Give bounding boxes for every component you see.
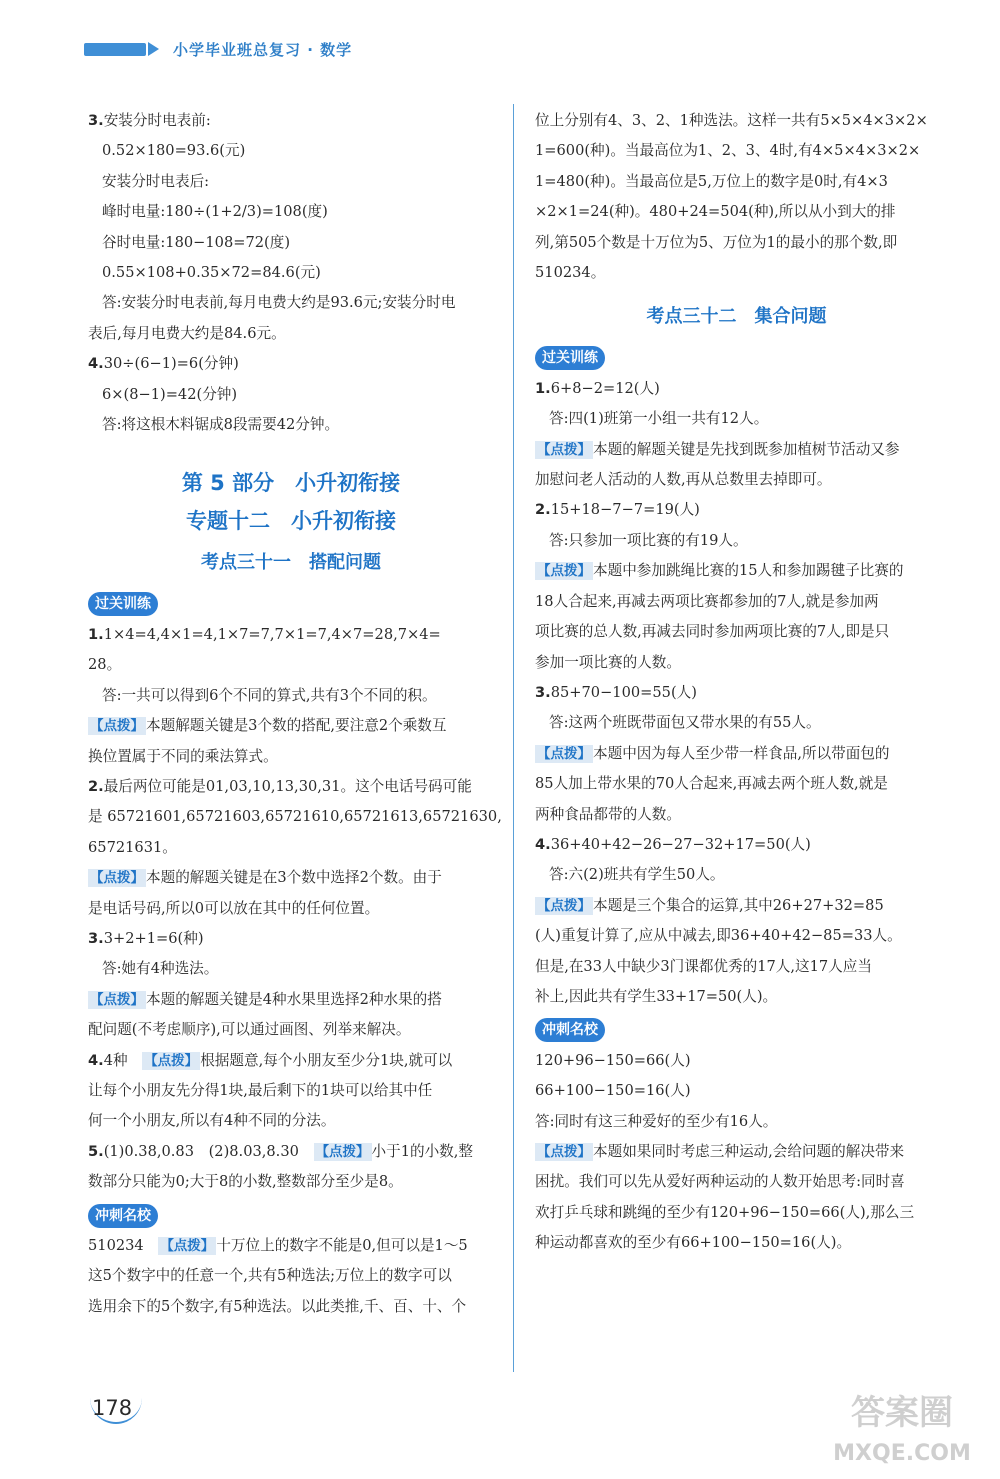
item-number: 2. [535, 501, 551, 519]
line-text: 15+18−7−7=19(人) [550, 501, 700, 519]
line-text: 本题如果同时考虑三种运动,会给问题的解决带来 [593, 1143, 905, 1160]
text-line [88, 410, 494, 440]
line-text: 85+70−100=55(人) [550, 683, 697, 701]
line-text: 答:同时有这三种爱好的至少有16人。 [535, 1112, 778, 1130]
left-practice-badge: 过关训练 [88, 592, 158, 616]
item-number: 5. [88, 1142, 104, 1160]
text-line [535, 1228, 938, 1258]
line-text: 让每个小朋友先分得1块,最后剩下的1块可以给其中任 [88, 1081, 433, 1099]
line-text: 0.55×108+0.35×72=84.6(元) [102, 264, 321, 282]
item-number: 4. [88, 355, 104, 373]
right-practice-answers [535, 374, 938, 1013]
text-line [88, 1261, 494, 1291]
line-text: 510234。 [535, 264, 606, 282]
text-line [535, 1107, 938, 1137]
watermark-en: MXQE.COM [833, 1441, 971, 1466]
text-line [535, 136, 938, 166]
line-text: 小于1的小数,整 [371, 1142, 473, 1160]
line-text: 18人合起来,再减去两项比赛都参加的7人,就是参加两 [535, 592, 879, 610]
text-line [88, 197, 494, 227]
text-line [88, 228, 494, 258]
hint-tag: 【点拨】 [90, 718, 144, 735]
left-challenge-badge: 冲刺名校 [88, 1204, 158, 1228]
text-line [88, 319, 494, 349]
text-line [88, 106, 494, 136]
text-line [88, 1231, 494, 1261]
watermark-logo [833, 1380, 971, 1470]
line-text: 这5个数字中的任意一个,共有5种选法;万位上的数字可以 [88, 1267, 452, 1285]
line-text: 数部分只能为0;大于8的小数,整数部分至少是8。 [88, 1173, 403, 1191]
line-text: 本题解题关键是3个数的搭配,要注意2个乘数互 [146, 717, 447, 735]
header-title: 小学毕业班总复习 · 数学 [173, 40, 353, 59]
line-text: 答:她有4种选法。 [102, 960, 219, 978]
line-text: 本题的解题关键是先找到既参加植树节活动又参 [593, 440, 900, 458]
text-line [535, 921, 938, 951]
text-line [88, 288, 494, 318]
text-line [535, 587, 938, 617]
line-text: 补上,因此共有学生33+17=50(人)。 [535, 987, 778, 1005]
line-text: 安装分时电表后: [102, 172, 210, 190]
text-line [535, 167, 938, 197]
text-line [88, 833, 494, 863]
text-line [88, 1015, 494, 1045]
right-challenge-badge: 冲刺名校 [535, 1018, 605, 1042]
line-text: 4种 [103, 1051, 143, 1069]
line-text: 6+8−2=12(人) [550, 379, 660, 397]
line-text: 0.52×180=93.6(元) [102, 142, 246, 160]
text-line [535, 106, 938, 136]
text-line [535, 526, 938, 556]
text-line [535, 952, 938, 982]
left-intro-answers [88, 106, 494, 440]
text-line [535, 617, 938, 647]
line-text: 510234 [88, 1237, 159, 1254]
line-text: 根据题意,每个小朋友至少分1块,就可以 [200, 1051, 453, 1069]
text-line [535, 404, 938, 434]
text-line [535, 800, 938, 830]
text-line [88, 620, 494, 650]
line-text: 答:只参加一项比赛的有19人。 [549, 531, 748, 549]
line-text: 30÷(6−1)=6(分钟) [103, 355, 239, 373]
hint-tag: 【点拨】 [315, 1143, 370, 1160]
right-continued-answer [535, 106, 938, 288]
line-text: 最后两位可能是01,03,10,13,30,31。这个电话号码可能 [103, 777, 472, 795]
line-text: 峰时电量:180÷(1+2/3)=108(度) [102, 203, 328, 221]
line-text: 十万位上的数字不能是0,但可以是1～5 [216, 1237, 468, 1254]
hint-tag: 【点拨】 [537, 1144, 591, 1160]
left-column [88, 106, 502, 1322]
line-text: 120+96−150=66(人) [535, 1051, 691, 1069]
line-text: 项比赛的总人数,再减去同时参加两项比赛的7人,即是只 [535, 623, 890, 641]
text-line [535, 678, 938, 708]
line-text: 36+40+42−26−27−32+17=50(人) [550, 835, 811, 853]
text-line [535, 769, 938, 799]
hint-tag: 【点拨】 [537, 745, 591, 762]
line-text: 安装分时电表前: [103, 112, 211, 129]
hint-tag: 【点拨】 [90, 870, 144, 887]
text-line [535, 648, 938, 678]
text-line [88, 650, 494, 680]
line-text: 种运动都喜欢的至少有66+100−150=16(人)。 [535, 1234, 852, 1252]
header-arrow-icon [148, 42, 159, 56]
hint-tag: 【点拨】 [90, 991, 144, 1008]
kp31-title: 考点三十一 搭配问题 [201, 552, 381, 574]
line-text: 配问题(不考虑顺序),可以通过画图、列举来解决。 [88, 1021, 411, 1039]
line-text: 答:这两个班既带面包又带水果的有55人。 [549, 714, 821, 732]
line-text: 65721631。 [88, 838, 177, 856]
text-line [535, 860, 938, 890]
text-line [535, 891, 938, 921]
running-header [84, 36, 352, 62]
line-text: 参加一项比赛的人数。 [535, 653, 681, 671]
text-line [535, 197, 938, 227]
page-number: 178 [92, 1396, 133, 1420]
line-text: 1×4=4,4×1=4,1×7=7,7×1=7,4×7=28,7×4= [103, 625, 441, 643]
column-divider [513, 104, 514, 1372]
line-text: 是 65721601,65721603,65721610,65721613,65721630, [88, 808, 502, 826]
text-line [535, 982, 938, 1012]
line-text: 本题是三个集合的运算,其中26+27+32=85 [593, 896, 884, 914]
text-line [535, 465, 938, 495]
text-line [88, 1046, 494, 1076]
right-practice-badge: 过关训练 [535, 346, 605, 370]
text-line [535, 830, 938, 860]
text-line [535, 1046, 938, 1076]
text-line [88, 711, 494, 741]
line-text: 困扰。我们可以先从爱好两种运动的人数开始思考:同时喜 [535, 1173, 905, 1191]
text-line [535, 1076, 938, 1106]
line-text: 加慰问老人活动的人数,再从总数里去掉即可。 [535, 471, 832, 489]
text-line [88, 924, 494, 954]
line-text: 28。 [88, 656, 122, 674]
line-text: 两种食品都带的人数。 [535, 805, 681, 823]
line-text: 3+2+1=6(种) [103, 929, 204, 947]
line-text: 85人加上带水果的70人合起来,再减去两个班人数,就是 [535, 775, 888, 793]
line-text: 本题中参加跳绳比赛的15人和参加踢毽子比赛的 [593, 562, 904, 580]
line-text: 本题的解题关键是4种水果里选择2种水果的搭 [146, 990, 442, 1008]
text-line [88, 802, 502, 832]
item-number: 1. [88, 625, 104, 643]
text-line [88, 1292, 494, 1322]
text-line [535, 435, 938, 465]
item-number: 3. [88, 112, 104, 129]
line-text: 选用余下的5个数字,有5种选法。以此类推,千、百、十、个 [88, 1297, 467, 1315]
line-text: 答:安装分时电表前,每月电费大约是93.6元;安装分时电 [102, 294, 456, 312]
item-number: 3. [88, 929, 104, 947]
item-number: 4. [535, 835, 551, 853]
line-text: 6×(8−1)=42(分钟) [102, 385, 238, 403]
watermark-cn: 答案圈 [851, 1393, 953, 1433]
left-challenge-answers [88, 1231, 494, 1322]
line-text: 1=480(种)。当最高位是5,万位上的数字是0时,有4×3 [535, 172, 888, 190]
line-text: 是电话号码,所以0可以放在其中的任何位置。 [88, 899, 380, 917]
text-line [535, 374, 938, 404]
line-text: 本题的解题关键是在3个数中选择2个数。由于 [146, 869, 442, 887]
line-text: 本题中因为每人至少带一样食品,所以带面包的 [593, 744, 890, 762]
line-text: 但是,在33人中缺少3门课都优秀的17人,这17人应当 [535, 957, 872, 975]
line-text: 位上分别有4、3、2、1种选法。这样一共有5×5×4×3×2× [535, 112, 928, 129]
line-text: (人)重复计算了,应从中减去,即36+40+42−85=33人。 [535, 927, 902, 945]
item-number: 2. [88, 777, 104, 795]
hint-tag: 【点拨】 [537, 563, 591, 580]
text-line [88, 772, 494, 802]
hint-tag: 【点拨】 [537, 897, 591, 914]
line-text: 列,第505个数是十万位为5、万位为1的最小的那个数,即 [535, 233, 898, 251]
text-line [88, 380, 494, 410]
text-line [88, 136, 494, 166]
line-text: 答:将这根木料锯成8段需要42分钟。 [102, 416, 340, 434]
item-number: 3. [535, 683, 551, 701]
line-text: 答:六(2)班共有学生50人。 [549, 866, 725, 884]
part-title: 第 5 部分 小升初衔接 [181, 471, 401, 496]
text-line [88, 742, 494, 772]
topic-title: 专题十二 小升初衔接 [186, 509, 396, 534]
right-challenge-answers [535, 1046, 938, 1259]
line-text: 换位置属于不同的乘法算式。 [88, 747, 278, 765]
text-line [88, 349, 494, 379]
line-text: 答:一共可以得到6个不同的算式,共有3个不同的积。 [102, 686, 437, 704]
line-text: 66+100−150=16(人) [535, 1082, 691, 1100]
text-line [88, 258, 494, 288]
text-line [88, 1167, 494, 1197]
text-line [88, 1137, 494, 1167]
text-line [88, 681, 494, 711]
line-text: 何一个小朋友,所以有4种不同的分法。 [88, 1112, 336, 1130]
line-text: 表后,每月电费大约是84.6元。 [88, 324, 286, 342]
text-line [535, 1198, 938, 1228]
text-line [535, 739, 938, 769]
item-number: 4. [88, 1051, 104, 1069]
line-text: 1=600(种)。当最高位为1、2、3、4时,有4×5×4×3×2× [535, 142, 921, 160]
line-text: (1)0.38,0.83 (2)8.03,8.30 [103, 1142, 314, 1160]
text-line [88, 985, 494, 1015]
item-number: 1. [535, 379, 551, 397]
text-line [535, 258, 938, 288]
hint-tag: 【点拨】 [144, 1052, 199, 1069]
hint-tag: 【点拨】 [160, 1238, 215, 1254]
text-line [88, 167, 494, 197]
header-bar-decoration [84, 43, 146, 56]
left-practice-answers [88, 620, 502, 1198]
text-line [535, 495, 938, 525]
text-line [88, 1076, 494, 1106]
kp32-title: 考点三十二 集合问题 [646, 306, 827, 328]
text-line [535, 1167, 938, 1197]
hint-tag: 【点拨】 [537, 441, 591, 458]
text-line [535, 556, 938, 586]
line-text: 谷时电量:180−108=72(度) [102, 233, 291, 251]
text-line [88, 894, 494, 924]
right-column [535, 106, 938, 1259]
text-line [88, 863, 494, 893]
text-line [535, 708, 938, 738]
text-line [535, 1137, 938, 1167]
text-line [88, 954, 494, 984]
line-text: 欢打乒乓球和跳绳的至少有120+96−150=66(人),那么三 [535, 1203, 915, 1221]
line-text: 答:四(1)班第一小组一共有12人。 [549, 410, 769, 428]
text-line [88, 1106, 494, 1136]
line-text: ×2×1=24(种)。480+24=504(种),所以从小到大的排 [535, 203, 896, 221]
text-line [535, 228, 938, 258]
